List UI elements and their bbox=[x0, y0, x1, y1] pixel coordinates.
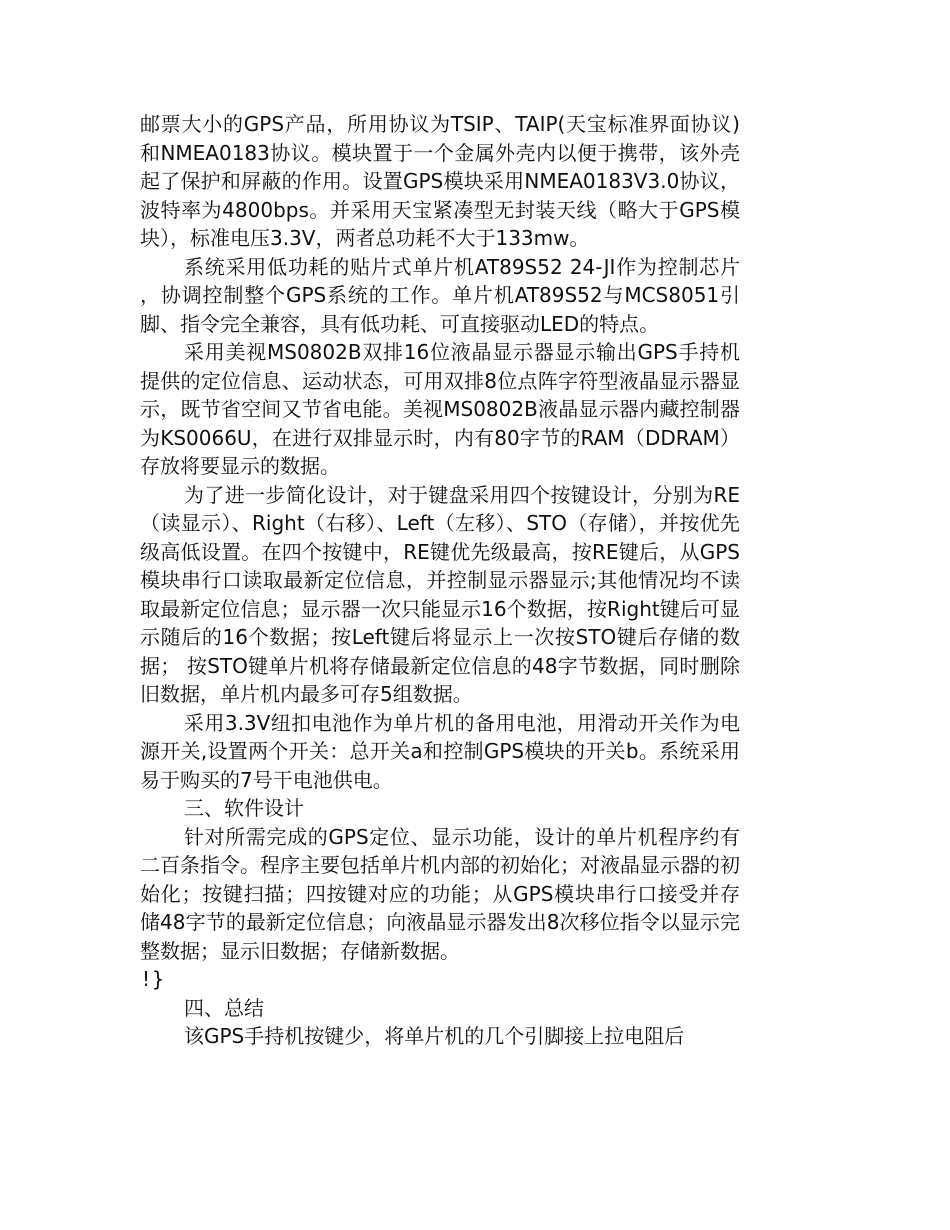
paragraph-lcd: 采用美视MS0802B双排16位液晶显示器显示输出GPS手持机提供的定位信息、运动状态，可用双排8位点阵字符型液晶显示器显示，既节省空间又节省电能。美视MS0802B液晶显示器内藏控制器为KS0066U，在进行双排显示时，内有80字节的RAM（DDRAM）存放将要显示的数据。 bbox=[140, 340, 740, 478]
document-page bbox=[140, 110, 740, 1051]
paragraph-software: 针对所需完成的GPS定位、显示功能，设计的单片机程序约有二百条指令。程序主要包括单片机内部的初始化；对液晶显示器的初始化；按键扫描；四按键对应的功能；从GPS模块串行口接受并存储48字节的最新定位信息；向液晶显示器发出8次移位指令以显示完整数据；显示旧数据；存储新数据。 bbox=[140, 824, 740, 963]
paragraph-summary: 该GPS手持机按键少，将单片机的几个引脚接上拉电阻后 bbox=[184, 1024, 685, 1048]
paragraph-gps-module: 邮票大小的GPS产品，所用协议为TSIP、TAIP(天宝标准界面协议)和NMEA0183协议。模块置于一个金属外壳内以便于携带，该外壳起了保护和屏蔽的作用。设置GPS模块采用NMEA0183V3.0协议，波特率为4800bps。并采用天宝紧凑型无封装天线（略大于GPS模块），标准电压3.3V，两者总功耗不大于133mw。 bbox=[140, 112, 740, 250]
paragraph-keys: 为了进一步简化设计，对于键盘采用四个按键设计，分别为RE（读显示）、Right（右移）、Left（左移）、STO（存储），并按优先级高低设置。在四个按键中，RE键优先级最高，按RE键后，从GPS模块串行口读取最新定位信息，并控制显示器显示;其他情况均不读取最新定位信息；显示器一次只能显示16个数据，按Right键后可显示随后的16个数据；按Left键后将显示上一次按STO键后存储的数据； 按STO键单片机将存储最新定位信息的48字节数据，同时删除旧数据，单片机内最多可存5组数据。 bbox=[140, 482, 740, 706]
stray-text: !} bbox=[140, 967, 165, 991]
paragraph-battery: 采用3.3V纽扣电池作为单片机的备用电池，用滑动开关作为电源开关,设置两个开关：总开关a和控制GPS模块的开关b。系统采用易于购买的7号干电池供电。 bbox=[140, 710, 740, 792]
section-heading-summary: 四、总结 bbox=[184, 995, 264, 1020]
paragraph-mcu: 系统采用低功耗的贴片式单片机AT89S52 24-JI作为控制芯片，协调控制整个GPS系统的工作。单片机AT89S52与MCS8051引脚、指令完全兼容，具有低功耗、可直接驱动LED的特点。 bbox=[140, 254, 740, 336]
section-heading-software: 三、软件设计 bbox=[184, 796, 304, 820]
